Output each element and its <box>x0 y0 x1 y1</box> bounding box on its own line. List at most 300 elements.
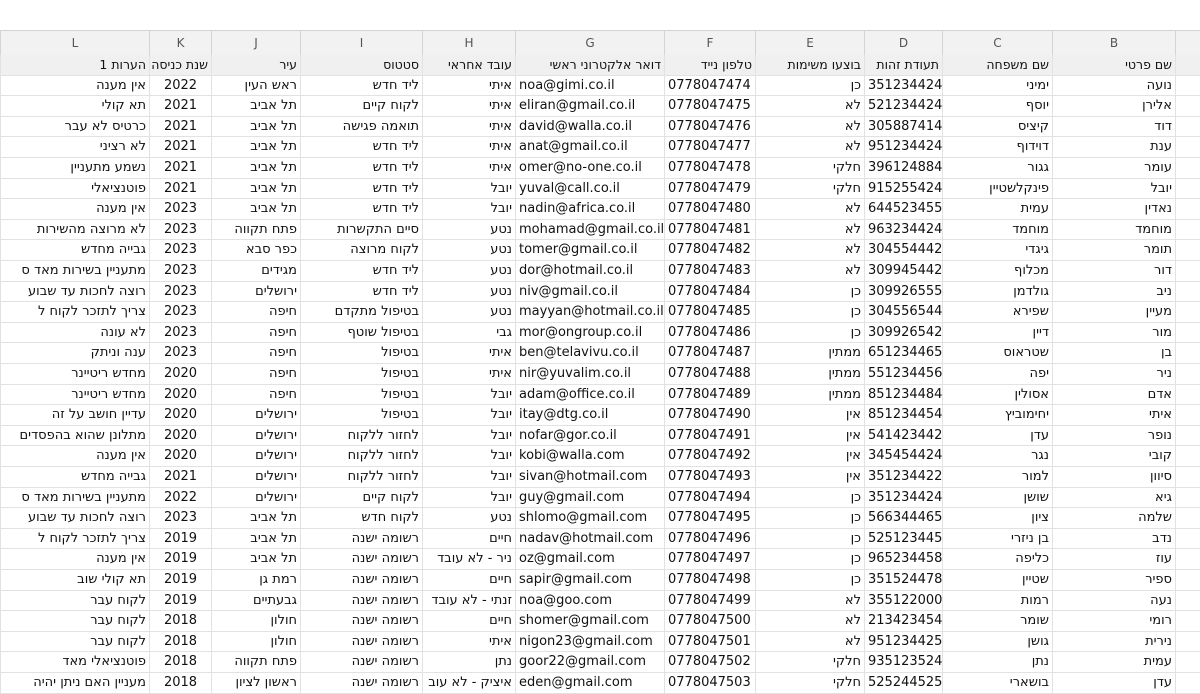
cell-status[interactable]: רשומה ישנה <box>300 529 422 550</box>
cell-responsible-employee[interactable]: יובל <box>422 488 515 509</box>
cell-mobile-phone[interactable]: 0778047474 <box>664 76 755 97</box>
cell-id-number[interactable]: 651234465 <box>864 343 942 364</box>
cell-mobile-phone[interactable]: 0778047498 <box>664 570 755 591</box>
cell-first-name[interactable]: מעיין <box>1052 302 1175 323</box>
cell-primary-email[interactable]: dor@hotmail.co.il <box>515 261 664 282</box>
cell-first-name[interactable]: רומי <box>1052 611 1175 632</box>
cell-first-name[interactable]: נירית <box>1052 632 1175 653</box>
cell-mobile-phone[interactable]: 0778047481 <box>664 220 755 241</box>
cell-city[interactable]: חולון <box>211 632 300 653</box>
cell-responsible-employee[interactable]: ניר - לא עובד <box>422 549 515 570</box>
cell-notes[interactable]: מחדש ריטיינר <box>0 385 149 406</box>
cell-tasks-done[interactable]: ממתין <box>755 364 864 385</box>
cell-last-name[interactable]: נתן <box>942 652 1052 673</box>
cell-city[interactable]: חיפה <box>211 343 300 364</box>
cell-tasks-done[interactable]: ממתין <box>755 385 864 406</box>
cell-notes[interactable]: לא עונה <box>0 323 149 344</box>
cell-tasks-done[interactable]: כן <box>755 282 864 303</box>
column-letter-d[interactable]: D <box>864 31 942 55</box>
cell-city[interactable]: ירושלים <box>211 446 300 467</box>
cell-first-name[interactable]: נעה <box>1052 591 1175 612</box>
cell-id-number[interactable]: 351524478 <box>864 570 942 591</box>
cell-notes[interactable]: אין מענה <box>0 199 149 220</box>
cell-column-a[interactable] <box>1175 508 1200 529</box>
cell-first-name[interactable]: שלמה <box>1052 508 1175 529</box>
cell-primary-email[interactable]: eliran@gmail.co.il <box>515 96 664 117</box>
cell-primary-email[interactable]: guy@gmail.com <box>515 488 664 509</box>
cell-responsible-employee[interactable]: נטע <box>422 302 515 323</box>
cell-last-name[interactable]: שומר <box>942 611 1052 632</box>
cell-notes[interactable]: אין מענה <box>0 446 149 467</box>
cell-first-name[interactable]: אלירן <box>1052 96 1175 117</box>
cell-id-number[interactable]: 851234454 <box>864 405 942 426</box>
cell-entry-year[interactable]: 2023 <box>149 302 211 323</box>
cell-city[interactable]: חיפה <box>211 385 300 406</box>
cell-primary-email[interactable]: kobi@walla.com <box>515 446 664 467</box>
cell-column-a[interactable] <box>1175 652 1200 673</box>
cell-responsible-employee[interactable]: נטע <box>422 508 515 529</box>
column-letter-h[interactable]: H <box>422 31 515 55</box>
column-letter-a[interactable] <box>1175 31 1200 55</box>
cell-status[interactable]: לקוח חדש <box>300 508 422 529</box>
cell-status[interactable]: ליד חדש <box>300 199 422 220</box>
cell-id-number[interactable]: 965234458 <box>864 549 942 570</box>
cell-tasks-done[interactable]: לא <box>755 199 864 220</box>
cell-mobile-phone[interactable]: 0778047494 <box>664 488 755 509</box>
cell-entry-year[interactable]: 2018 <box>149 673 211 694</box>
cell-last-name[interactable]: קיציס <box>942 117 1052 138</box>
cell-column-a[interactable] <box>1175 385 1200 406</box>
cell-city[interactable]: תל אביב <box>211 549 300 570</box>
header-entry-year[interactable]: שנת כניסה <box>149 55 211 76</box>
cell-last-name[interactable]: יפה <box>942 364 1052 385</box>
cell-last-name[interactable]: למור <box>942 467 1052 488</box>
cell-status[interactable]: בטיפול מתקדם <box>300 302 422 323</box>
cell-first-name[interactable]: איתי <box>1052 405 1175 426</box>
cell-tasks-done[interactable]: אין <box>755 467 864 488</box>
cell-city[interactable]: ירושלים <box>211 405 300 426</box>
cell-tasks-done[interactable]: כן <box>755 76 864 97</box>
cell-tasks-done[interactable]: לא <box>755 611 864 632</box>
cell-mobile-phone[interactable]: 0778047485 <box>664 302 755 323</box>
cell-column-a[interactable] <box>1175 76 1200 97</box>
cell-status[interactable]: ליד חדש <box>300 261 422 282</box>
cell-column-a[interactable] <box>1175 240 1200 261</box>
cell-status[interactable]: רשומה ישנה <box>300 549 422 570</box>
cell-first-name[interactable]: יובל <box>1052 179 1175 200</box>
cell-tasks-done[interactable]: כן <box>755 508 864 529</box>
cell-tasks-done[interactable]: חלקי <box>755 158 864 179</box>
cell-responsible-employee[interactable]: איתי <box>422 343 515 364</box>
cell-last-name[interactable]: עמית <box>942 199 1052 220</box>
cell-column-a[interactable] <box>1175 282 1200 303</box>
cell-city[interactable]: חולון <box>211 611 300 632</box>
cell-entry-year[interactable]: 2020 <box>149 385 211 406</box>
cell-tasks-done[interactable]: אין <box>755 426 864 447</box>
cell-tasks-done[interactable]: לא <box>755 632 864 653</box>
cell-last-name[interactable]: נגר <box>942 446 1052 467</box>
cell-id-number[interactable]: 521234424 <box>864 96 942 117</box>
cell-entry-year[interactable]: 2023 <box>149 323 211 344</box>
cell-column-a[interactable] <box>1175 426 1200 447</box>
cell-mobile-phone[interactable]: 0778047493 <box>664 467 755 488</box>
cell-responsible-employee[interactable]: איתי <box>422 76 515 97</box>
cell-responsible-employee[interactable]: יובל <box>422 446 515 467</box>
cell-status[interactable]: תואמה פגישה <box>300 117 422 138</box>
cell-entry-year[interactable]: 2021 <box>149 96 211 117</box>
cell-city[interactable]: תל אביב <box>211 158 300 179</box>
cell-tasks-done[interactable]: אין <box>755 446 864 467</box>
cell-mobile-phone[interactable]: 0778047479 <box>664 179 755 200</box>
cell-first-name[interactable]: מוחמד <box>1052 220 1175 241</box>
cell-first-name[interactable]: נופר <box>1052 426 1175 447</box>
cell-last-name[interactable]: דוידוף <box>942 137 1052 158</box>
cell-id-number[interactable]: 963234424 <box>864 220 942 241</box>
cell-first-name[interactable]: נועה <box>1052 76 1175 97</box>
cell-mobile-phone[interactable]: 0778047500 <box>664 611 755 632</box>
cell-notes[interactable]: אין מענה <box>0 76 149 97</box>
cell-first-name[interactable]: עוז <box>1052 549 1175 570</box>
cell-city[interactable]: ראשון לציון <box>211 673 300 694</box>
cell-entry-year[interactable]: 2019 <box>149 549 211 570</box>
cell-responsible-employee[interactable]: איתי <box>422 632 515 653</box>
cell-entry-year[interactable]: 2023 <box>149 282 211 303</box>
cell-city[interactable]: ראש העין <box>211 76 300 97</box>
cell-entry-year[interactable]: 2019 <box>149 529 211 550</box>
cell-responsible-employee[interactable]: איתי <box>422 96 515 117</box>
cell-notes[interactable]: צריך לתזכר לקוח ל <box>0 302 149 323</box>
cell-entry-year[interactable]: 2023 <box>149 343 211 364</box>
cell-notes[interactable]: מתלונן שהוא בהפסדים <box>0 426 149 447</box>
cell-column-a[interactable] <box>1175 137 1200 158</box>
header-notes[interactable]: הערות 1 <box>0 55 149 76</box>
cell-mobile-phone[interactable]: 0778047476 <box>664 117 755 138</box>
cell-primary-email[interactable]: noa@gimi.co.il <box>515 76 664 97</box>
cell-id-number[interactable]: 396124884 <box>864 158 942 179</box>
cell-city[interactable]: רמת גן <box>211 570 300 591</box>
cell-status[interactable]: ליד חדש <box>300 282 422 303</box>
cell-last-name[interactable]: גושן <box>942 632 1052 653</box>
cell-column-a[interactable] <box>1175 549 1200 570</box>
cell-entry-year[interactable]: 2022 <box>149 488 211 509</box>
cell-status[interactable]: לקוח קיים <box>300 488 422 509</box>
cell-primary-email[interactable]: anat@gmail.co.il <box>515 137 664 158</box>
cell-tasks-done[interactable]: חלקי <box>755 179 864 200</box>
cell-entry-year[interactable]: 2018 <box>149 632 211 653</box>
column-letter-b[interactable]: B <box>1052 31 1175 55</box>
cell-tasks-done[interactable]: לא <box>755 240 864 261</box>
cell-mobile-phone[interactable]: 0778047501 <box>664 632 755 653</box>
column-letter-l[interactable]: L <box>0 31 149 55</box>
cell-primary-email[interactable]: goor22@gmail.com <box>515 652 664 673</box>
cell-city[interactable]: חיפה <box>211 364 300 385</box>
cell-column-a[interactable] <box>1175 343 1200 364</box>
cell-last-name[interactable]: דיין <box>942 323 1052 344</box>
cell-first-name[interactable]: אדם <box>1052 385 1175 406</box>
cell-column-a[interactable] <box>1175 591 1200 612</box>
cell-responsible-employee[interactable]: חיים <box>422 611 515 632</box>
cell-id-number[interactable]: 541423442 <box>864 426 942 447</box>
cell-column-a[interactable] <box>1175 323 1200 344</box>
cell-city[interactable]: מגידים <box>211 261 300 282</box>
cell-status[interactable]: ליד חדש <box>300 137 422 158</box>
cell-column-a[interactable] <box>1175 529 1200 550</box>
cell-entry-year[interactable]: 2023 <box>149 220 211 241</box>
cell-entry-year[interactable]: 2023 <box>149 508 211 529</box>
cell-notes[interactable]: צריך לתזכר לקוח ל <box>0 529 149 550</box>
cell-notes[interactable]: רוצה לחכות עד שבוע <box>0 282 149 303</box>
header-responsible-employee[interactable]: עובד אחראי <box>422 55 515 76</box>
cell-tasks-done[interactable]: לא <box>755 137 864 158</box>
cell-id-number[interactable]: 213423454 <box>864 611 942 632</box>
cell-column-a[interactable] <box>1175 364 1200 385</box>
cell-mobile-phone[interactable]: 0778047478 <box>664 158 755 179</box>
cell-last-name[interactable]: כליפה <box>942 549 1052 570</box>
cell-entry-year[interactable]: 2021 <box>149 137 211 158</box>
cell-responsible-employee[interactable]: איתי <box>422 158 515 179</box>
cell-mobile-phone[interactable]: 0778047484 <box>664 282 755 303</box>
cell-id-number[interactable]: 551234456 <box>864 364 942 385</box>
cell-column-a[interactable] <box>1175 446 1200 467</box>
cell-id-number[interactable]: 525244525 <box>864 673 942 694</box>
cell-notes[interactable]: לא רציני <box>0 137 149 158</box>
cell-mobile-phone[interactable]: 0778047490 <box>664 405 755 426</box>
cell-mobile-phone[interactable]: 0778047495 <box>664 508 755 529</box>
cell-status[interactable]: רשומה ישנה <box>300 611 422 632</box>
cell-mobile-phone[interactable]: 0778047480 <box>664 199 755 220</box>
cell-entry-year[interactable]: 2020 <box>149 405 211 426</box>
cell-tasks-done[interactable]: לא <box>755 117 864 138</box>
cell-notes[interactable]: מחדש ריטיינר <box>0 364 149 385</box>
cell-id-number[interactable]: 525123445 <box>864 529 942 550</box>
cell-last-name[interactable]: בן ניזרי <box>942 529 1052 550</box>
cell-first-name[interactable]: נדב <box>1052 529 1175 550</box>
cell-tasks-done[interactable]: כן <box>755 323 864 344</box>
cell-last-name[interactable]: גגור <box>942 158 1052 179</box>
cell-mobile-phone[interactable]: 0778047477 <box>664 137 755 158</box>
cell-responsible-employee[interactable]: יובל <box>422 426 515 447</box>
cell-id-number[interactable]: 935123524 <box>864 652 942 673</box>
cell-mobile-phone[interactable]: 0778047489 <box>664 385 755 406</box>
cell-first-name[interactable]: ספיר <box>1052 570 1175 591</box>
cell-id-number[interactable]: 345454424 <box>864 446 942 467</box>
cell-entry-year[interactable]: 2019 <box>149 570 211 591</box>
cell-id-number[interactable]: 951234425 <box>864 632 942 653</box>
cell-first-name[interactable]: דוד <box>1052 117 1175 138</box>
column-letter-f[interactable]: F <box>664 31 755 55</box>
cell-entry-year[interactable]: 2021 <box>149 117 211 138</box>
cell-responsible-employee[interactable]: נטע <box>422 261 515 282</box>
column-letter-k[interactable]: K <box>149 31 211 55</box>
cell-responsible-employee[interactable]: נטע <box>422 282 515 303</box>
cell-tasks-done[interactable]: לא <box>755 591 864 612</box>
header-first-name[interactable]: שם פרטי <box>1052 55 1175 76</box>
cell-column-a[interactable] <box>1175 220 1200 241</box>
cell-entry-year[interactable]: 2023 <box>149 240 211 261</box>
cell-first-name[interactable]: ניב <box>1052 282 1175 303</box>
cell-last-name[interactable]: רמות <box>942 591 1052 612</box>
cell-city[interactable]: פתח תקווה <box>211 220 300 241</box>
cell-primary-email[interactable]: mor@ongroup.co.il <box>515 323 664 344</box>
cell-column-a[interactable] <box>1175 632 1200 653</box>
cell-column-a[interactable] <box>1175 302 1200 323</box>
cell-entry-year[interactable]: 2021 <box>149 467 211 488</box>
cell-entry-year[interactable]: 2018 <box>149 611 211 632</box>
cell-notes[interactable]: לקוח עבר <box>0 591 149 612</box>
cell-primary-email[interactable]: itay@dtg.co.il <box>515 405 664 426</box>
cell-primary-email[interactable]: tomer@gmail.co.il <box>515 240 664 261</box>
cell-status[interactable]: לחזור ללקוח <box>300 446 422 467</box>
cell-responsible-employee[interactable]: נטע <box>422 220 515 241</box>
cell-entry-year[interactable]: 2021 <box>149 179 211 200</box>
cell-primary-email[interactable]: yuval@call.co.il <box>515 179 664 200</box>
cell-city[interactable]: חיפה <box>211 323 300 344</box>
cell-first-name[interactable]: תומר <box>1052 240 1175 261</box>
cell-responsible-employee[interactable]: נטע <box>422 240 515 261</box>
cell-id-number[interactable]: 305887414 <box>864 117 942 138</box>
cell-tasks-done[interactable]: לא <box>755 220 864 241</box>
cell-primary-email[interactable]: nir@yuvalim.co.il <box>515 364 664 385</box>
cell-responsible-employee[interactable]: גבי <box>422 323 515 344</box>
cell-mobile-phone[interactable]: 0778047486 <box>664 323 755 344</box>
cell-notes[interactable]: תא קולי שוב <box>0 570 149 591</box>
cell-city[interactable]: תל אביב <box>211 179 300 200</box>
cell-column-a[interactable] <box>1175 467 1200 488</box>
cell-city[interactable]: כפר סבא <box>211 240 300 261</box>
cell-tasks-done[interactable]: אין <box>755 405 864 426</box>
cell-status[interactable]: רשומה ישנה <box>300 673 422 694</box>
cell-primary-email[interactable]: mohamad@gmail.co.il <box>515 220 664 241</box>
cell-last-name[interactable]: שטראוס <box>942 343 1052 364</box>
cell-primary-email[interactable]: nadin@africa.co.il <box>515 199 664 220</box>
cell-entry-year[interactable]: 2020 <box>149 364 211 385</box>
header-primary-email[interactable]: דואר אלקטרוני ראשי <box>515 55 664 76</box>
header-mobile-phone[interactable]: טלפון נייד <box>664 55 755 76</box>
header-status[interactable]: סטטוס <box>300 55 422 76</box>
cell-notes[interactable]: תא קולי <box>0 96 149 117</box>
cell-column-a[interactable] <box>1175 261 1200 282</box>
cell-primary-email[interactable]: sapir@gmail.com <box>515 570 664 591</box>
cell-notes[interactable]: ענה וניתק <box>0 343 149 364</box>
cell-tasks-done[interactable]: כן <box>755 302 864 323</box>
cell-first-name[interactable]: ענת <box>1052 137 1175 158</box>
cell-first-name[interactable]: סיוון <box>1052 467 1175 488</box>
cell-responsible-employee[interactable]: איתי <box>422 117 515 138</box>
cell-city[interactable]: ירושלים <box>211 467 300 488</box>
cell-status[interactable]: רשומה ישנה <box>300 652 422 673</box>
cell-responsible-employee[interactable]: איתי <box>422 137 515 158</box>
cell-responsible-employee[interactable]: יובל <box>422 199 515 220</box>
cell-id-number[interactable]: 644523455 <box>864 199 942 220</box>
cell-responsible-employee[interactable]: חיים <box>422 529 515 550</box>
cell-primary-email[interactable]: nigon23@gmail.com <box>515 632 664 653</box>
header-tasks-done[interactable]: בוצעו משימות <box>755 55 864 76</box>
cell-city[interactable]: תל אביב <box>211 199 300 220</box>
cell-primary-email[interactable]: nofar@gor.co.il <box>515 426 664 447</box>
cell-tasks-done[interactable]: כן <box>755 549 864 570</box>
cell-last-name[interactable]: גיגדי <box>942 240 1052 261</box>
cell-last-name[interactable]: יוסף <box>942 96 1052 117</box>
cell-status[interactable]: בטיפול <box>300 364 422 385</box>
cell-city[interactable]: פתח תקווה <box>211 652 300 673</box>
cell-tasks-done[interactable]: ממתין <box>755 343 864 364</box>
cell-primary-email[interactable]: omer@no-one.co.il <box>515 158 664 179</box>
cell-tasks-done[interactable]: חלקי <box>755 673 864 694</box>
cell-first-name[interactable]: עמית <box>1052 652 1175 673</box>
cell-first-name[interactable]: עומר <box>1052 158 1175 179</box>
cell-id-number[interactable]: 951234424 <box>864 137 942 158</box>
cell-column-a[interactable] <box>1175 405 1200 426</box>
cell-status[interactable]: בטיפול שוטף <box>300 323 422 344</box>
cell-primary-email[interactable]: eden@gmail.com <box>515 673 664 694</box>
cell-status[interactable]: לחזור ללקוח <box>300 426 422 447</box>
cell-notes[interactable]: פוטנציאלי <box>0 179 149 200</box>
cell-entry-year[interactable]: 2023 <box>149 261 211 282</box>
cell-responsible-employee[interactable]: יובל <box>422 385 515 406</box>
cell-notes[interactable]: פוטנציאלי מאד <box>0 652 149 673</box>
cell-primary-email[interactable]: shomer@gmail.com <box>515 611 664 632</box>
cell-id-number[interactable]: 851234484 <box>864 385 942 406</box>
cell-last-name[interactable]: שטיין <box>942 570 1052 591</box>
cell-entry-year[interactable]: 2020 <box>149 446 211 467</box>
cell-city[interactable]: ירושלים <box>211 426 300 447</box>
cell-last-name[interactable]: מוחמד <box>942 220 1052 241</box>
cell-city[interactable]: תל אביב <box>211 508 300 529</box>
cell-mobile-phone[interactable]: 0778047482 <box>664 240 755 261</box>
cell-notes[interactable]: אין מענה <box>0 549 149 570</box>
cell-status[interactable]: רשומה ישנה <box>300 570 422 591</box>
cell-column-a[interactable] <box>1175 179 1200 200</box>
cell-city[interactable]: גבעתיים <box>211 591 300 612</box>
cell-last-name[interactable]: עדן <box>942 426 1052 447</box>
cell-id-number[interactable]: 351234424 <box>864 76 942 97</box>
cell-mobile-phone[interactable]: 0778047499 <box>664 591 755 612</box>
cell-last-name[interactable]: אסולין <box>942 385 1052 406</box>
cell-primary-email[interactable]: david@walla.co.il <box>515 117 664 138</box>
cell-id-number[interactable]: 304556544 <box>864 302 942 323</box>
cell-first-name[interactable]: בן <box>1052 343 1175 364</box>
cell-last-name[interactable]: ימיני <box>942 76 1052 97</box>
cell-notes[interactable]: מעניין האם ניתן יהיה <box>0 673 149 694</box>
cell-mobile-phone[interactable]: 0778047491 <box>664 426 755 447</box>
cell-responsible-employee[interactable]: יובל <box>422 179 515 200</box>
cell-last-name[interactable]: שושן <box>942 488 1052 509</box>
cell-last-name[interactable]: בושארי <box>942 673 1052 694</box>
cell-mobile-phone[interactable]: 0778047492 <box>664 446 755 467</box>
cell-status[interactable]: בטיפול <box>300 405 422 426</box>
cell-primary-email[interactable]: nadav@hotmail.com <box>515 529 664 550</box>
cell-status[interactable]: ליד חדש <box>300 179 422 200</box>
cell-primary-email[interactable]: mayyan@hotmail.co.il <box>515 302 664 323</box>
cell-responsible-employee[interactable]: יובל <box>422 405 515 426</box>
cell-responsible-employee[interactable]: זנתי - לא עובד <box>422 591 515 612</box>
cell-first-name[interactable]: ניר <box>1052 364 1175 385</box>
cell-city[interactable]: תל אביב <box>211 117 300 138</box>
cell-last-name[interactable]: שפירא <box>942 302 1052 323</box>
cell-id-number[interactable]: 309945442 <box>864 261 942 282</box>
cell-id-number[interactable]: 355122000 <box>864 591 942 612</box>
cell-mobile-phone[interactable]: 0778047497 <box>664 549 755 570</box>
cell-column-a[interactable] <box>1175 158 1200 179</box>
cell-tasks-done[interactable]: לא <box>755 261 864 282</box>
cell-id-number[interactable]: 351234422 <box>864 467 942 488</box>
cell-mobile-phone[interactable]: 0778047496 <box>664 529 755 550</box>
header-city[interactable]: עיר <box>211 55 300 76</box>
cell-status[interactable]: ליד חדש <box>300 76 422 97</box>
cell-notes[interactable]: לקוח עבר <box>0 632 149 653</box>
cell-mobile-phone[interactable]: 0778047487 <box>664 343 755 364</box>
cell-notes[interactable]: רוצה לחכות עד שבוע <box>0 508 149 529</box>
